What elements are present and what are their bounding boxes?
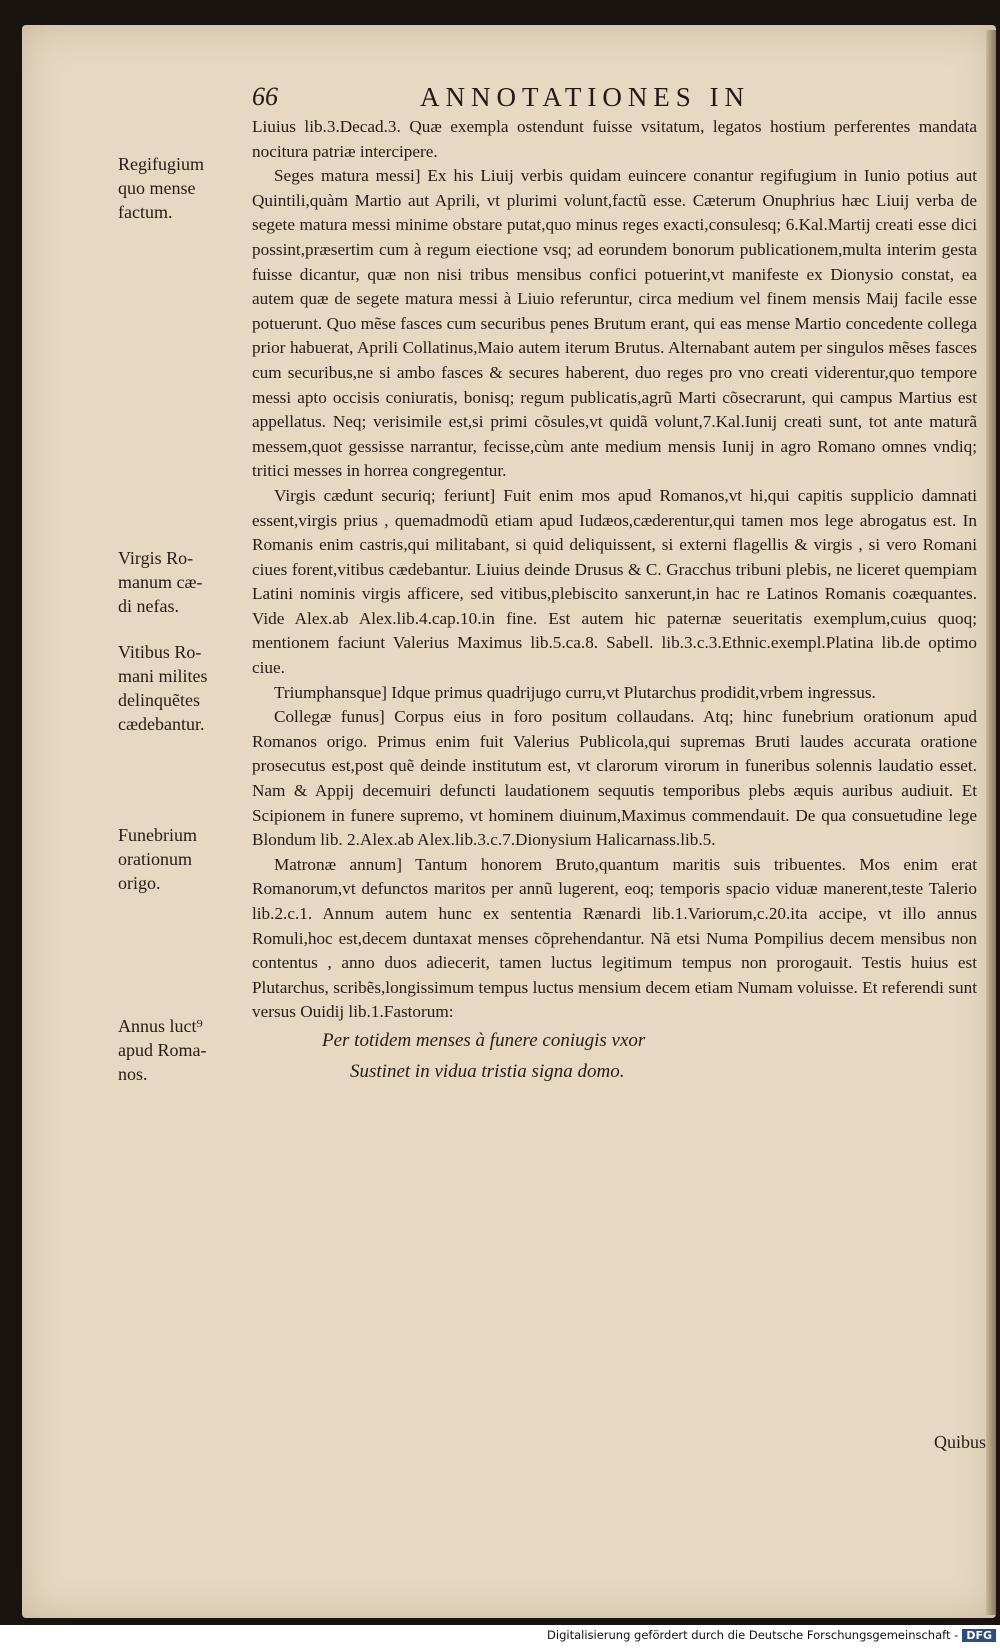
catchword: Quibus (933, 1432, 986, 1452)
page-edge (986, 30, 996, 1615)
margin-note-annus-luctus: Annus luct⁹ apud Roma- nos. (118, 1016, 207, 1084)
margin-note-vitibus: Vitibus Ro- mani milites delinquẽtes cædebantur. (118, 642, 208, 734)
margin-note-virgis: Virgis Ro- manum cæ- di nefas. (118, 548, 203, 616)
margin-note-funebrium: Funebrium orationum origo. (118, 825, 197, 893)
paragraph: Liuius lib.3.Decad.3. Quæ exempla ostendunt fuisse vsitatum, legatos hostium perferentes mandata nocitura patriæ intercipere. (252, 117, 977, 161)
verse-line: Sustinet in vidua tristia signa domo. (350, 1060, 625, 1082)
verse-quotation (252, 1025, 977, 1087)
paragraph: Matronæ annum] Tantum honorem Bruto,quantum maritis suis tribuentes. Mos enim erat Romanorum,vt defunctos maritos per annũ lugerent, eoq; temporis spacio viduæ manerent,teste Talerio lib.2.c.1. Annum autem hunc ex sententia Rænardi lib.1.Variorum,c.20.ita accipe, vt illo annus Romuli,hoc est,decem duntaxat menses cõprehendantur. Nã etsi Numa Pompilius decem mensibus non contentus , anno duos adiecerit, tamen luctus legitimum tempus non prorogauit. Testis huius est Plutarchus, scribẽs,longissimum tempus luctus mensium decem etiam Numam voluisse. Et referendi sunt versus Ouidij lib.1.Fastorum: (252, 854, 977, 1022)
main-text-block (252, 115, 977, 1087)
paragraph: Triumphansque] Idque primus quadrijugo curru,vt Plutarchus prodidit,vrbem ingressus. (274, 682, 876, 702)
margin-note-regifugium: Regifugium quo mense factum. (118, 154, 204, 222)
paragraph: Virgis cædunt securiq; feriunt] Fuit enim mos apud Romanos,vt hi,qui capitis supplicio damnati essent,virgis prius , quemadmodũ etiam apud Iudæos,cæderentur,qui tamen mos lege abrogatus est. In Romanis enim castris,qui militabant, si quid deliquissent, si externi flagellis & virgis , si vero Romani ciues forent,vitibus cædebantur. Liuius deinde Drusus & C. Gracchus tribuni plebis, ne liceret quempiam Latini nominis virgis afficere, sed vitibus,plebiscito sanxerunt,in hac re Latinos Romanis coæquantes. Vide Alex.ab Alex.lib.4.cap.10.in fine. Est autem hic paternæ seueritatis exemplum,cuius quoq; mentionem faciunt Valerius Maximus lib.5.ca.8. Sabell. lib.3.c.3.Ethnic.exempl.Platina lib.de optimo ciue. (252, 485, 977, 678)
page-header (252, 82, 852, 116)
paragraph: Collegæ funus] Corpus eius in foro positum collaudans. Atq; hinc funebrium orationum apud Romanos origo. Primus enim fuit Valerius Publicola,qui supremas Bruti laudes accurata oratione prosecutus est,post quẽ deinde institutum est, vt clarorum virorum in funeribus solennis laudatio esset. Nam & Appij decemuiri defuncti laudationem sequutis temporibus plebs æquis auribus audiuit. Et Scipionem in funere supremo, vt hominem diuinum,Maximus commendauit. De qua consuetudine lege Blondum lib. 2.Alex.ab Alex.lib.3.c.7.Dionysium Halicarnass.lib.5. (252, 707, 977, 850)
digitization-footer (0, 1628, 996, 1648)
page-number: 66 (252, 82, 278, 111)
dfg-logo: DFG (962, 1629, 996, 1642)
footer-text: Digitalisierung gefördert durch die Deutsche Forschungsgemeinschaft - (547, 1628, 959, 1642)
verse-line: Per totidem menses à funere coniugis vxor (322, 1029, 646, 1051)
paragraph: Seges matura messi] Ex his Liuij verbis quidam euincere conantur regifugium in Iunio potius aut Quintili,quàm Martio aut Aprili, vt plurimi volunt,factũ esse. Cæterum Onuphrius hæc Liuij verba de segete matura messi minime obstare putat,quo minus reges exacti,consulesq; 6.Kal.Martij creati esse dici possint,præsertim cum à regum eiectione vsq; ad eorundem bonorum publicationem,multa interim gesta fuisse dicantur, quæ non nisi tribus mensibus confici potuerint,vt manifeste ex Dionysio constat, ea autem quæ de segete matura messi à Liuio referuntur, circa medium vel finem mensis Maij facile esse potuerunt. Quo mẽse fasces cum securibus penes Brutum erant, qui eas mense Martio concedente collega prior habuerat, Aprili Collatinus,Maio autem iterum Brutus. Alternabant autem per singulos mẽses fasces cum securibus,ne si ambo fasces & secures haberent, duo reges pro vno creati viderentur,quo tempore messi apto occisis coniuratis, bonisq; regum publicatis,agrũ Marti cõsecrarunt, qui campus Martius est appellatus. Neq; verisimile est,si primi cõsules,vt quidã volunt,7.Kal.Iunij creati sunt, tot ante maturã messem,quot gessisse narrantur, fecisse,cùm ante medium mensis Iunij in agro Romano omnes vndiq; tritici messes in horrea congregentur. (252, 166, 977, 481)
running-title: ANNOTATIONES IN (420, 82, 751, 112)
